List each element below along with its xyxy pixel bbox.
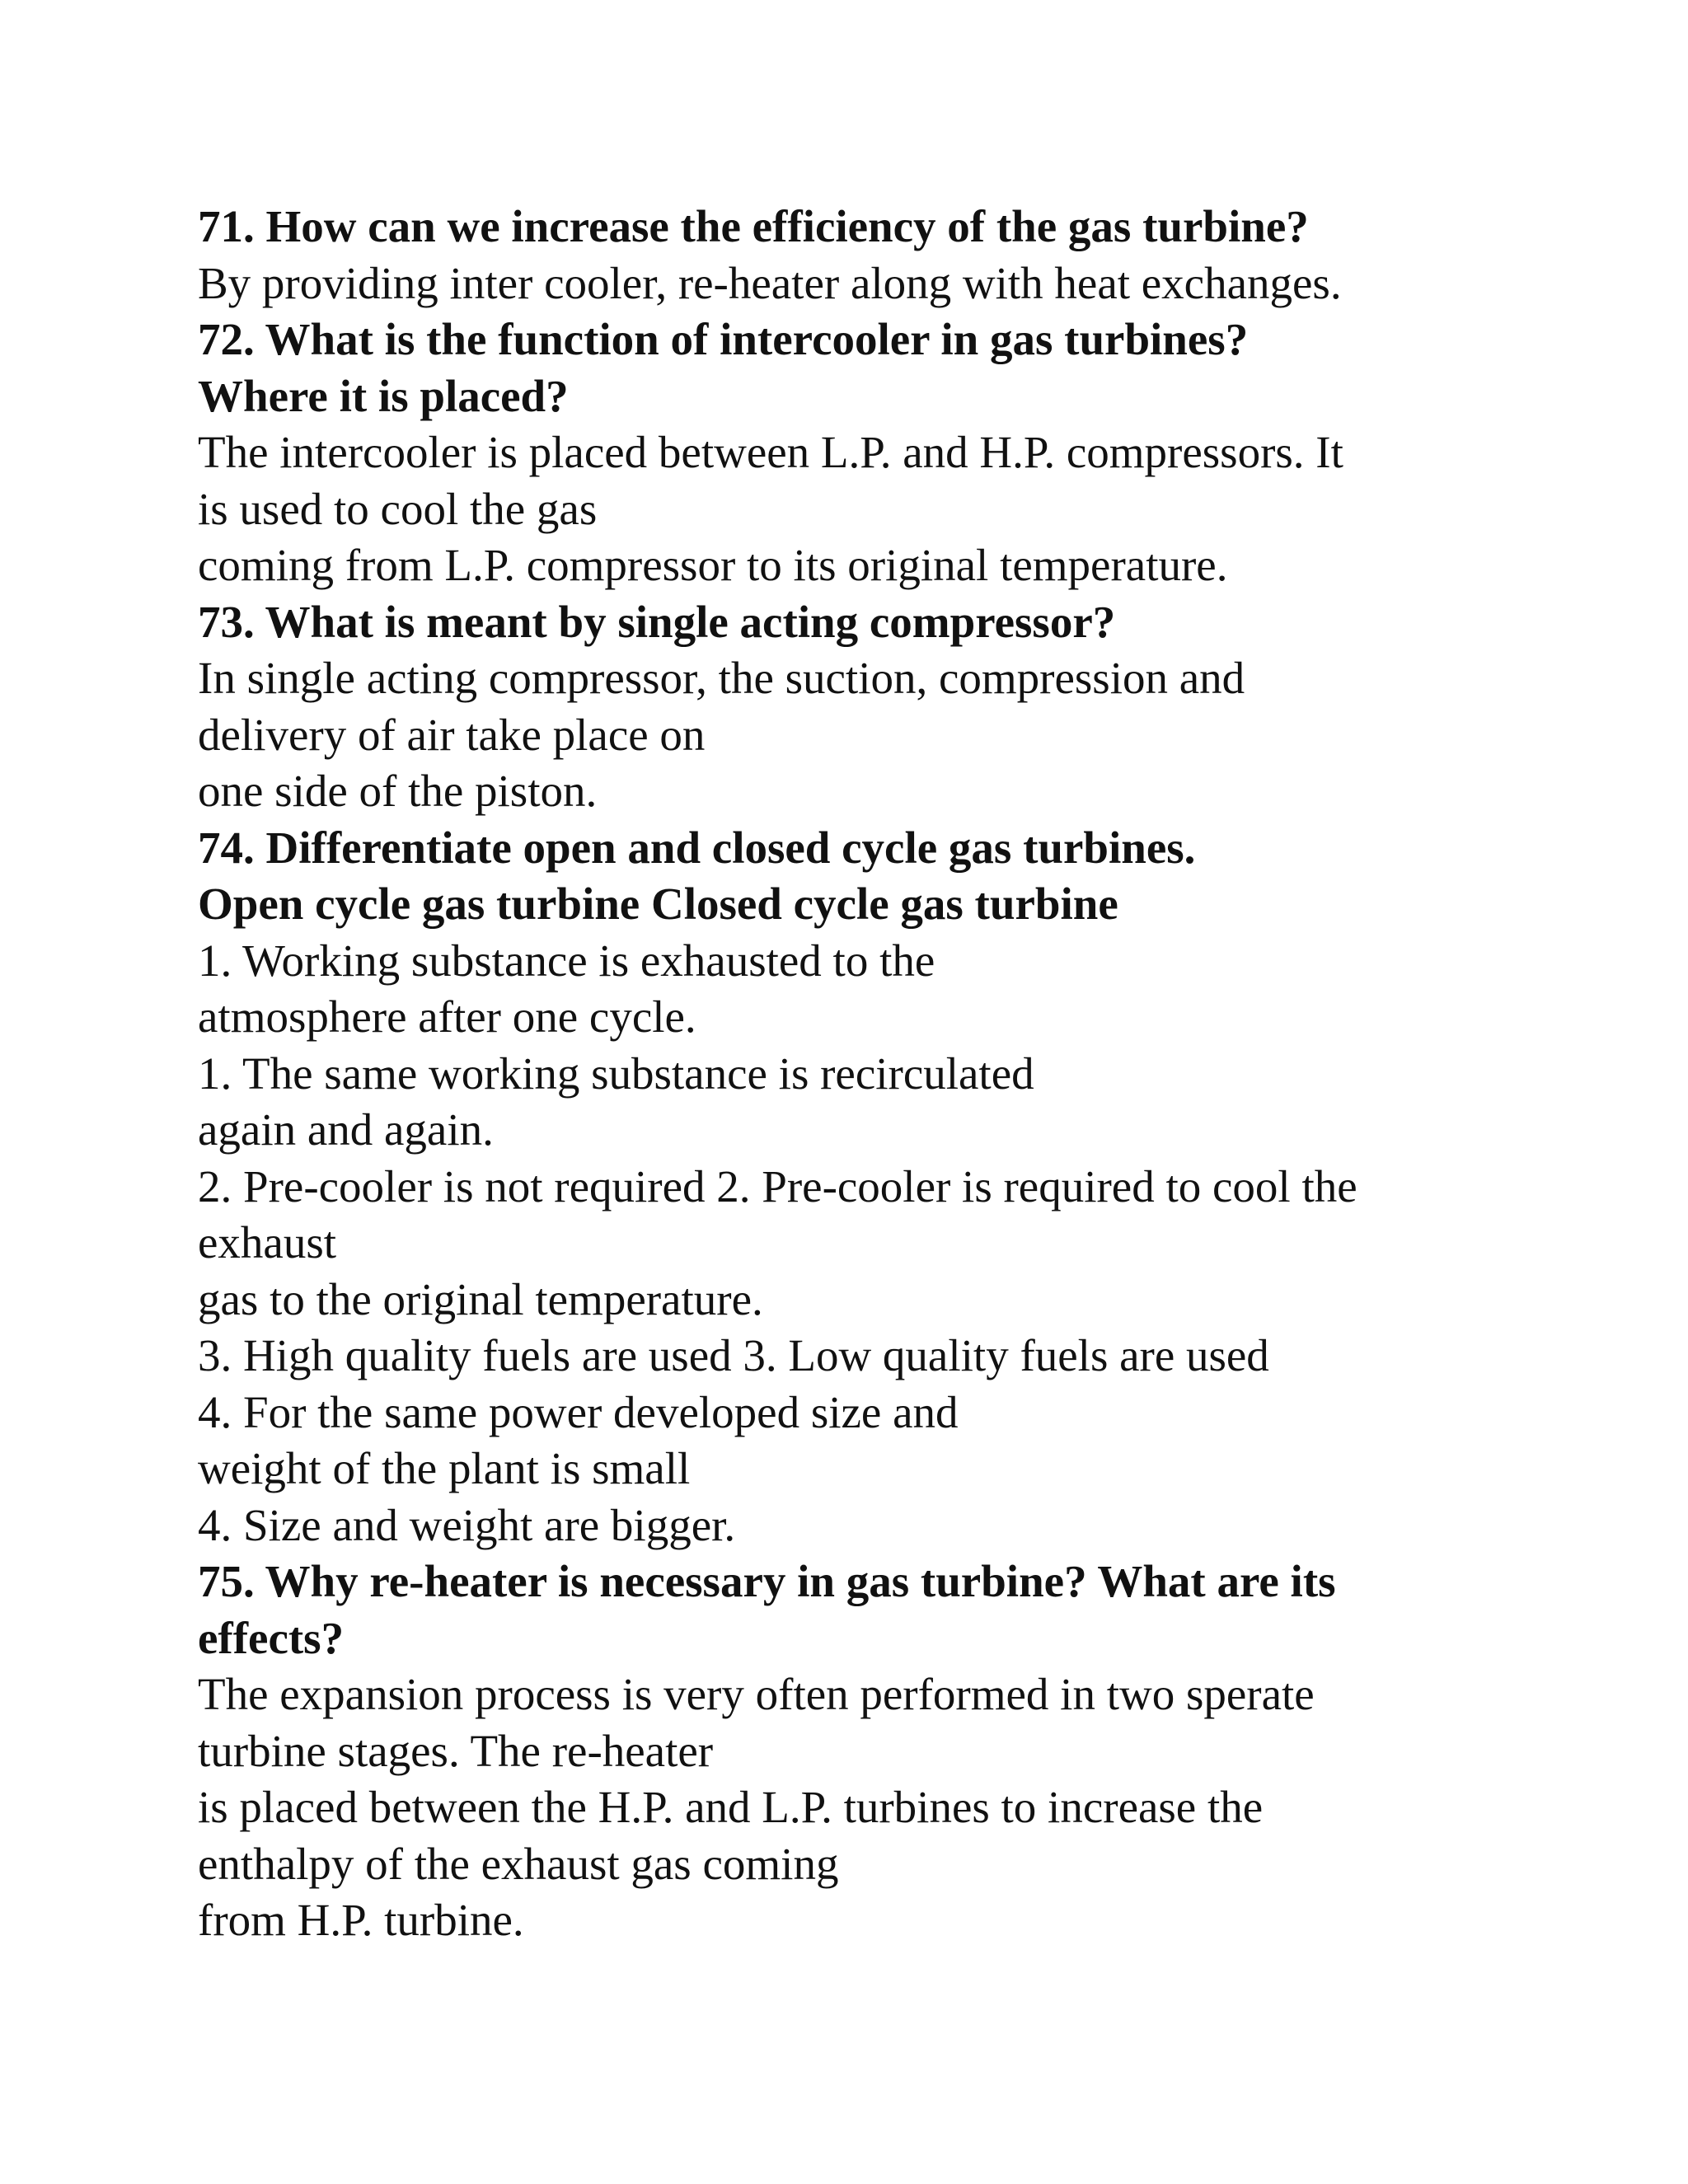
question-line: 74. Differentiate open and closed cycle gas turbines. — [198, 822, 1196, 873]
answer-line: coming from L.P. compressor to its original temperature. — [198, 540, 1228, 590]
answer-line: The intercooler is placed between L.P. and H.P. compressors. It — [198, 427, 1343, 477]
question-line: effects? — [198, 1612, 345, 1663]
answer-line: is used to cool the gas — [198, 483, 598, 534]
answer-line: one side of the piston. — [198, 766, 598, 816]
answer-line: delivery of air take place on — [198, 709, 706, 760]
answer-line: turbine stages. The re-heater — [198, 1725, 714, 1776]
answer-line: atmosphere after one cycle. — [198, 991, 696, 1042]
answer-line: 4. For the same power developed size and — [198, 1386, 959, 1437]
answer-line: The expansion process is very often performed in two sperate — [198, 1669, 1315, 1719]
answer-line: gas to the original temperature. — [198, 1273, 763, 1324]
document-body — [198, 199, 1517, 1949]
answer-line: weight of the plant is small — [198, 1443, 691, 1493]
answer-line: again and again. — [198, 1104, 494, 1155]
answer-line: enthalpy of the exhaust gas coming — [198, 1838, 839, 1889]
answer-line: exhaust — [198, 1217, 337, 1268]
question-line: 75. Why re-heater is necessary in gas turbine? What are its — [198, 1556, 1336, 1606]
answer-line: 4. Size and weight are bigger. — [198, 1499, 736, 1550]
question-line: 73. What is meant by single acting compressor? — [198, 596, 1116, 647]
question-line: 71. How can we increase the efficiency of the gas turbine? — [198, 201, 1309, 251]
answer-line: 3. High quality fuels are used 3. Low quality fuels are used — [198, 1330, 1269, 1380]
answer-line: By providing inter cooler, re-heater along with heat exchanges. — [198, 257, 1342, 308]
question-line: 72. What is the function of intercooler in gas turbines? — [198, 314, 1249, 364]
question-line: Where it is placed? — [198, 370, 569, 421]
answer-line: In single acting compressor, the suction, compression and — [198, 653, 1245, 703]
answer-line: from H.P. turbine. — [198, 1895, 524, 1945]
answer-line: is placed between the H.P. and L.P. turbines to increase the — [198, 1782, 1264, 1832]
answer-line: 2. Pre-cooler is not required 2. Pre-cooler is required to cool the — [198, 1160, 1357, 1212]
answer-line: 1. The same working substance is recirculated — [198, 1047, 1034, 1099]
answer-line: 1. Working substance is exhausted to the — [198, 935, 935, 986]
question-line: Open cycle gas turbine Closed cycle gas turbine — [198, 879, 1118, 929]
